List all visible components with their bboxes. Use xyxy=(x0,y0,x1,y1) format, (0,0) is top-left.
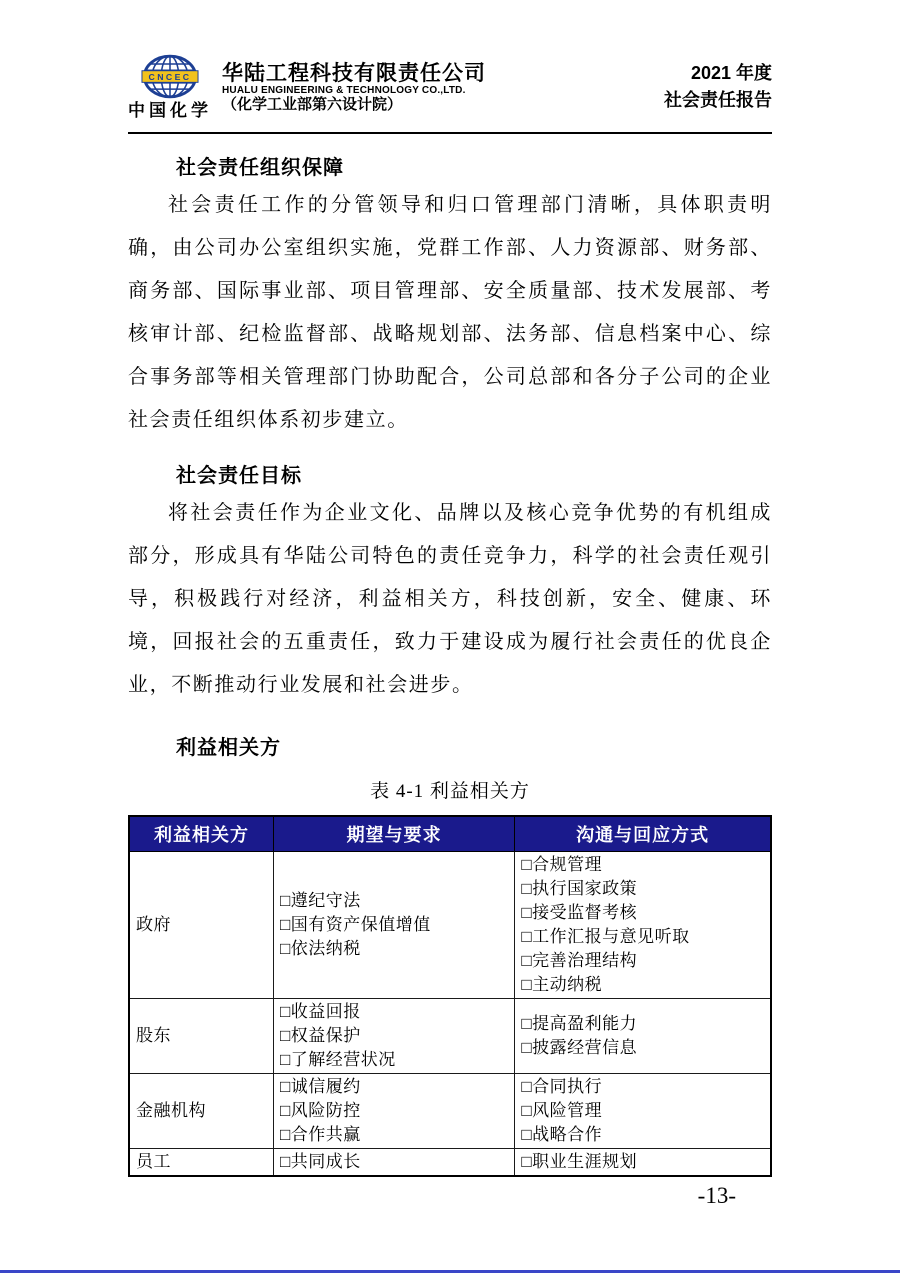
company-name-block xyxy=(222,54,486,113)
expectations-cell xyxy=(273,852,514,999)
table-row xyxy=(129,999,771,1074)
checklist-item: □合同执行 xyxy=(521,1077,603,1096)
table-caption: 表 4-1 利益相关方 xyxy=(370,781,530,802)
checklist-item: □执行国家政策 xyxy=(521,879,638,898)
checklist-item: □主动纳税 xyxy=(521,975,603,994)
company-name-cn: 华陆工程科技有限责任公司 xyxy=(222,62,486,85)
checklist-item: □权益保护 xyxy=(279,1026,361,1045)
expectations-cell xyxy=(273,1149,514,1177)
header-divider xyxy=(128,132,772,134)
expectations-cell xyxy=(273,1074,514,1149)
responses-cell xyxy=(515,1149,771,1177)
responses-cell xyxy=(515,1074,771,1149)
responses-cell xyxy=(515,999,771,1074)
checklist-item: □遵纪守法 xyxy=(279,891,361,910)
checklist-item: □披露经营信息 xyxy=(521,1038,638,1057)
section-heading-goal: 社会责任目标 xyxy=(176,465,302,487)
table-row xyxy=(129,1074,771,1149)
table-row xyxy=(129,1149,771,1177)
report-title-block xyxy=(664,60,772,114)
checklist-item: □收益回报 xyxy=(279,1002,361,1021)
report-year: 2021 年度 xyxy=(690,63,772,83)
col-header-expectations: 期望与要求 xyxy=(273,816,514,852)
section-heading-organization: 社会责任组织保障 xyxy=(176,157,344,179)
company-name-sub: （化学工业部第六设计院） xyxy=(222,96,403,113)
checklist-item: □诚信履约 xyxy=(279,1077,361,1096)
stakeholders-table xyxy=(128,815,772,1177)
stakeholder-cell: 金融机构 xyxy=(129,1074,273,1149)
checklist-item: □国有资产保值增值 xyxy=(279,915,431,934)
col-header-responses: 沟通与回应方式 xyxy=(515,816,771,852)
logo-mark xyxy=(128,54,212,120)
stakeholder-cell: 股东 xyxy=(129,999,273,1074)
checklist-item: □合作共赢 xyxy=(279,1125,361,1144)
company-logo xyxy=(128,54,486,120)
expectations-cell xyxy=(273,999,514,1074)
section-heading-stakeholders: 利益相关方 xyxy=(176,737,281,759)
logo-banner-text: CNCEC xyxy=(148,71,192,82)
checklist-item: □提高盈利能力 xyxy=(521,1014,638,1033)
stakeholder-cell: 政府 xyxy=(129,852,273,999)
checklist-item: □依法纳税 xyxy=(279,939,361,958)
responses-cell xyxy=(515,852,771,999)
cncec-globe-icon xyxy=(141,54,199,101)
table-row xyxy=(129,852,771,999)
page-number: -13- xyxy=(697,1183,736,1208)
checklist-item: □接受监督考核 xyxy=(521,903,638,922)
checklist-item: □战略合作 xyxy=(521,1125,603,1144)
col-header-stakeholder: 利益相关方 xyxy=(129,816,273,852)
checklist-item: □风险防控 xyxy=(279,1101,361,1120)
checklist-item: □风险管理 xyxy=(521,1101,603,1120)
report-title: 社会责任报告 xyxy=(664,90,772,110)
company-name-en: HUALU ENGINEERING & TECHNOLOGY CO.,LTD. xyxy=(222,85,466,96)
checklist-item: □职业生涯规划 xyxy=(521,1152,638,1171)
logo-cn-name: 中国化学 xyxy=(128,101,212,120)
checklist-item: □共同成长 xyxy=(279,1152,361,1171)
table-header-row xyxy=(129,816,771,852)
paragraph-goal: 将社会责任作为企业文化、品牌以及核心竞争优势的有机组成部分，形成具有华陆公司特色的责任竞争力，科学的社会责任观引导，积极践行对经济，利益相关方，科技创新，安全、健康、环境，回报社会的五重责任，致力于建设成为履行社会责任的优良企业，不断推动行业发展和社会进步。 xyxy=(128,502,772,696)
checklist-item: □合规管理 xyxy=(521,855,603,874)
paragraph-organization: 社会责任工作的分管领导和归口管理部门清晰，具体职责明确，由公司办公室组织实施，党群工作部、人力资源部、财务部、商务部、国际事业部、项目管理部、安全质量部、技术发展部、考核审计部、纪检监督部、战略规划部、法务部、信息档案中心、综合事务部等相关管理部门协助配合，公司总部和各分子公司的企业社会责任组织体系初步建立。 xyxy=(128,194,772,431)
report-header xyxy=(128,52,772,122)
stakeholder-cell: 员工 xyxy=(129,1149,273,1177)
checklist-item: □完善治理结构 xyxy=(521,951,638,970)
checklist-item: □工作汇报与意见听取 xyxy=(521,927,690,946)
checklist-item: □了解经营状况 xyxy=(279,1050,396,1069)
